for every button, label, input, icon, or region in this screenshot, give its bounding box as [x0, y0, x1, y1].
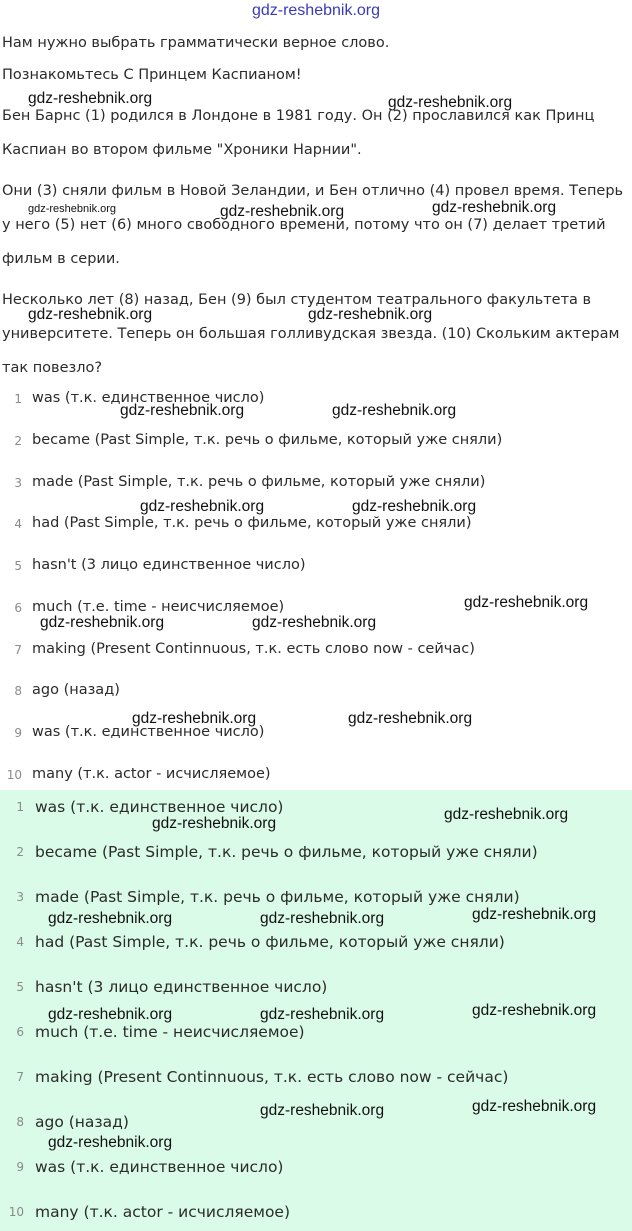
answer-number: 10 [6, 768, 22, 782]
answer-text: made (Past Simple, т.к. речь о фильме, который уже сняли) [35, 888, 520, 906]
answer-number: 8 [16, 1115, 24, 1129]
answer-number: 4 [14, 517, 22, 531]
answer-number: 6 [16, 1025, 24, 1039]
watermark: gdz-reshebnik.org [48, 910, 173, 927]
answer-text: had (Past Simple, т.к. речь о фильме, который уже сняли) [35, 933, 505, 951]
answer-number: 9 [14, 726, 22, 740]
watermark: gdz-reshebnik.org [260, 1006, 385, 1023]
watermark: gdz-reshebnik.org [472, 906, 597, 923]
answer-number: 5 [16, 980, 24, 994]
answer-number: 1 [14, 392, 22, 406]
watermark: gdz-reshebnik.org [48, 1134, 173, 1151]
answer-text: many (т.к. actor - исчисляемое) [35, 1203, 291, 1221]
watermark: gdz-reshebnik.org [120, 402, 245, 419]
answer-number: 7 [16, 1070, 24, 1084]
watermark: gdz-reshebnik.org [472, 1002, 597, 1019]
answer-number: 3 [16, 890, 24, 904]
site-title-link[interactable]: gdz-reshebnik.org [251, 2, 381, 19]
task-line: так повезло? [2, 360, 103, 376]
task-line: у него (5) нет (6) много свободного времени, потому что он (7) делает третий [2, 217, 606, 233]
answer-text: much (т.е. time - неисчисляемое) [35, 1023, 305, 1041]
answer-number: 1 [16, 800, 24, 814]
watermark: gdz-reshebnik.org [308, 306, 433, 323]
task-line: Несколько лет (8) назад, Бен (9) был студентом театрального факультета в [2, 292, 592, 308]
task-line: Бен Барнс (1) родился в Лондоне в 1981 году. Он (2) прославился как Принц [2, 108, 595, 124]
answer-number: 3 [14, 476, 22, 490]
watermark: gdz-reshebnik.org [472, 1098, 597, 1115]
watermark: gdz-reshebnik.org [260, 910, 385, 927]
answer-number: 2 [16, 845, 24, 859]
watermark: gdz-reshebnik.org [28, 306, 153, 323]
watermark: gdz-reshebnik.org [28, 203, 117, 215]
watermark: gdz-reshebnik.org [332, 402, 457, 419]
task-line: Нам нужно выбрать грамматически верное слово. [2, 35, 390, 51]
watermark: gdz-reshebnik.org [132, 710, 257, 727]
watermark: gdz-reshebnik.org [352, 498, 477, 515]
watermark: gdz-reshebnik.org [220, 203, 345, 220]
answer-number: 7 [14, 643, 22, 657]
answer-number: 9 [16, 1160, 24, 1174]
answer-text: was (т.к. единственное число) [35, 1158, 284, 1176]
answer-text: had (Past Simple, т.к. речь о фильме, который уже сняли) [32, 515, 472, 531]
answer-text: making (Present Continnuous, т.к. есть слово now - сейчас) [32, 641, 475, 657]
watermark: gdz-reshebnik.org [48, 1006, 173, 1023]
answer-text: hasn't (3 лицо единственное число) [35, 978, 328, 996]
answer-number: 4 [16, 935, 24, 949]
watermark: gdz-reshebnik.org [252, 614, 377, 631]
answer-text: much (т.е. time - неисчисляемое) [32, 599, 285, 615]
watermark: gdz-reshebnik.org [444, 806, 569, 823]
answer-text: became (Past Simple, т.к. речь о фильме, который уже сняли) [32, 432, 503, 448]
task-line: университете. Теперь он большая голливудская звезда. (10) Скольким актерам [2, 326, 620, 342]
task-line: Они (3) сняли фильм в Новой Зеландии, и Бен отлично (4) провел время. Теперь [2, 183, 624, 199]
task-line: Познакомьтесь С Принцем Каспианом! [2, 67, 302, 83]
task-line: Каспиан во втором фильме "Хроники Нарнии". [2, 142, 362, 158]
answer-number: 6 [14, 601, 22, 615]
answer-text: made (Past Simple, т.к. речь о фильме, который уже сняли) [32, 474, 486, 490]
answer-number: 8 [14, 684, 22, 698]
answer-number: 10 [8, 1205, 24, 1219]
answer-number: 2 [14, 434, 22, 448]
watermark: gdz-reshebnik.org [140, 498, 265, 515]
answer-text: became (Past Simple, т.к. речь о фильме, который уже сняли) [35, 843, 538, 861]
answer-text: hasn't (3 лицо единственное число) [32, 557, 306, 573]
watermark: gdz-reshebnik.org [464, 594, 589, 611]
task-line: фильм в серии. [2, 251, 120, 267]
answer-text: ago (назад) [32, 682, 120, 698]
answer-text: ago (назад) [35, 1113, 129, 1131]
answer-text: was (т.к. единственное число) [32, 724, 265, 740]
answer-text: many (т.к. actor - исчисляемое) [32, 766, 271, 782]
answer-text: was (т.к. единственное число) [32, 390, 265, 406]
watermark: gdz-reshebnik.org [260, 1102, 385, 1119]
answer-text: was (т.к. единственное число) [35, 798, 284, 816]
watermark: gdz-reshebnik.org [388, 94, 513, 111]
answer-number: 5 [14, 559, 22, 573]
watermark: gdz-reshebnik.org [28, 90, 153, 107]
watermark: gdz-reshebnik.org [432, 199, 557, 216]
watermark: gdz-reshebnik.org [348, 710, 473, 727]
answer-text: making (Present Continnuous, т.к. есть слово now - сейчас) [35, 1068, 509, 1086]
watermark: gdz-reshebnik.org [152, 815, 277, 832]
watermark: gdz-reshebnik.org [40, 614, 165, 631]
